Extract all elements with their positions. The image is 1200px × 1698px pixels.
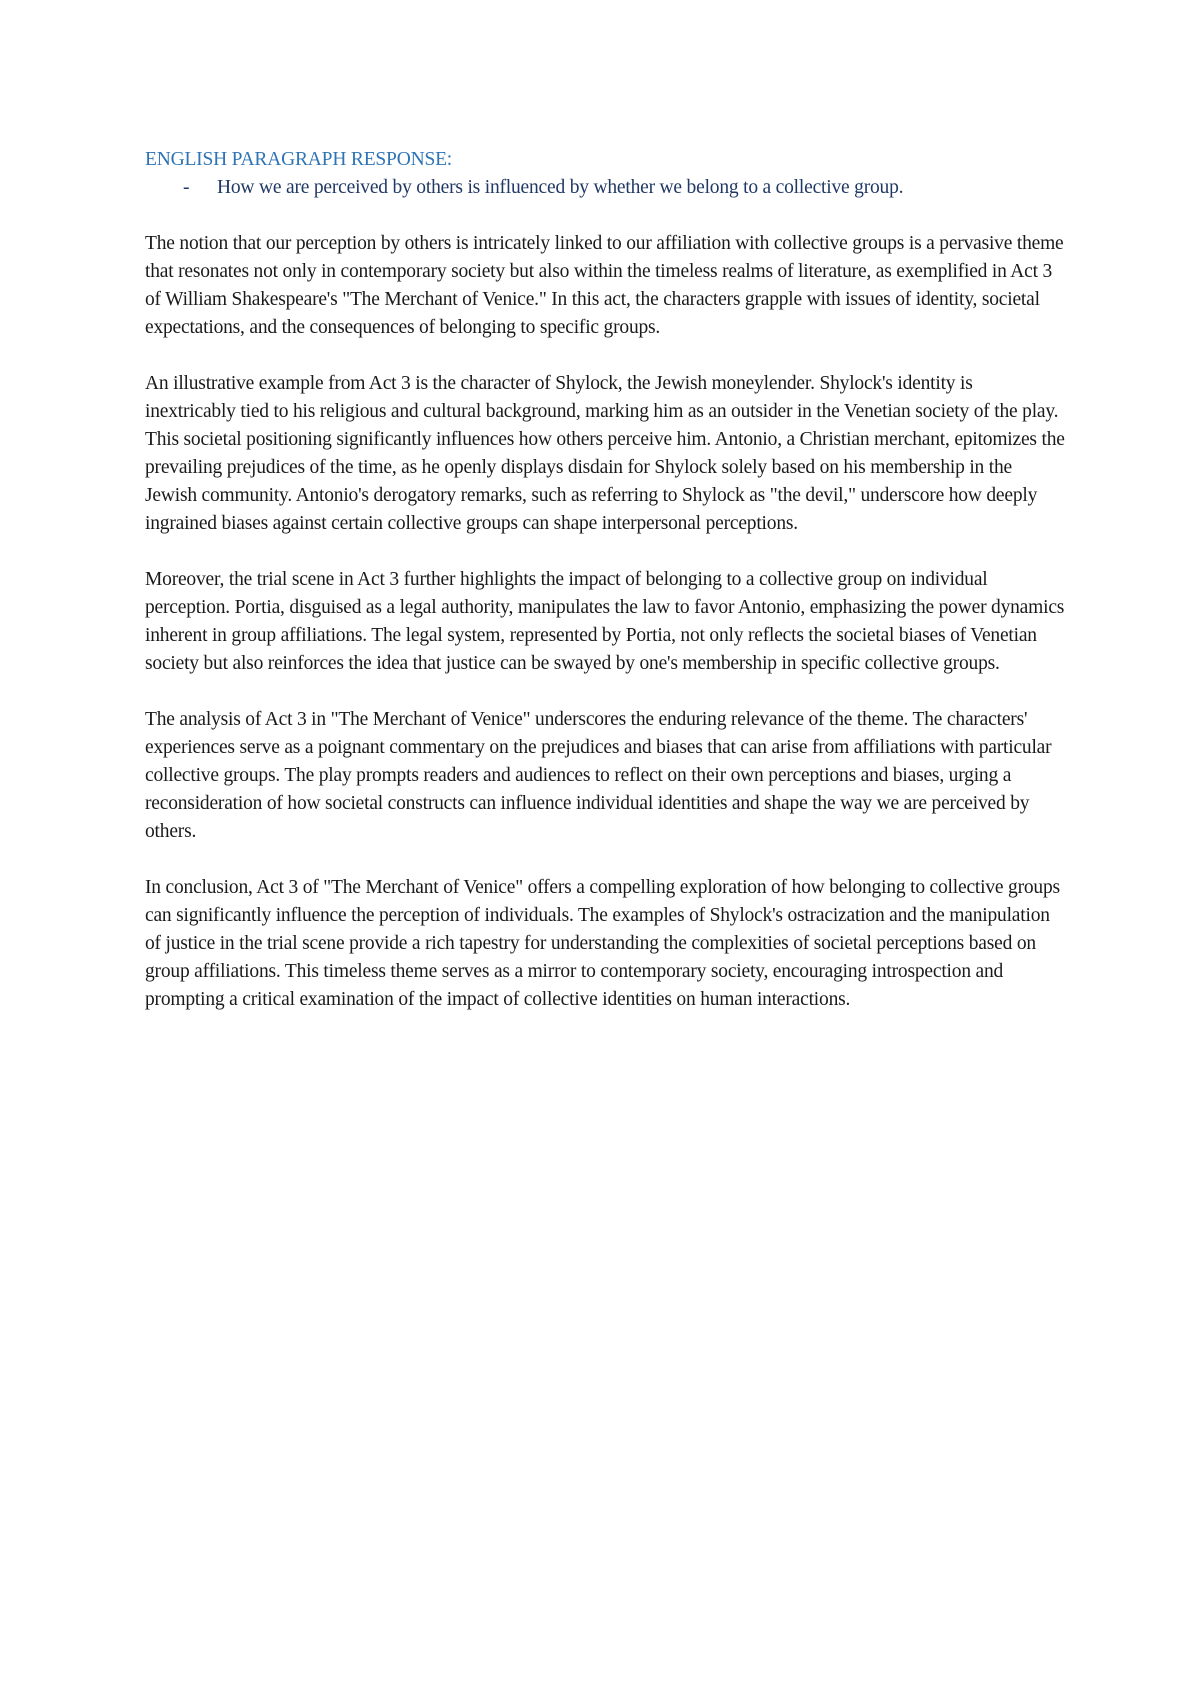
paragraph-conclusion: In conclusion, Act 3 of "The Merchant of Venice" offers a compelling exploration of how belonging to collective groups can significantly influence the perception of individuals. The examples of Shylock's ostracization and the manipulation of justice in the trial scene provide a rich tapestry for understanding the complexities of societal perceptions based on group affiliations. This timeless theme serves as a mirror to contemporary society, encouraging introspection and prompting a critical examination of the impact of collective identities on human interactions. xyxy=(145,877,1060,1010)
paragraph-introduction: The notion that our perception by others is intricately linked to our affiliation with collective groups is a pervasive theme that resonates not only in contemporary society but also within the timeless realms of literature, as exemplified in Act 3 of William Shakespeare's "The Merchant of Venice." In this act, the characters grapple with issues of identity, societal expectations, and the consequences of belonging to specific groups. xyxy=(145,233,1064,338)
paragraph-trial-scene: Moreover, the trial scene in Act 3 further highlights the impact of belonging to a collective group on individual perception. Portia, disguised as a legal authority, manipulates the law to favor Antonio, emphasizing the power dynamics inherent in group affiliations. The legal system, represented by Portia, not only reflects the societal biases of Venetian society but also reinforces the idea that justice can be swayed by one's membership in specific collective groups. xyxy=(145,569,1065,674)
prompt-text: How we are perceived by others is influenced by whether we belong to a collective group. xyxy=(217,177,904,198)
prompt-item xyxy=(145,174,1065,202)
document-page xyxy=(145,146,1065,1014)
paragraph-shylock-example: An illustrative example from Act 3 is the character of Shylock, the Jewish moneylender. Shylock's identity is inextricably tied to his religious and cultural background, marking him as an outsider in the Venetian society of the play. This societal positioning significantly influences how others perceive him. Antonio, a Christian merchant, epitomizes the prevailing prejudices of the time, as he openly displays disdain for Shylock solely based on his membership in the Jewish community. Antonio's derogatory remarks, such as referring to Shylock as "the devil," underscore how deeply ingrained biases against certain collective groups can shape interpersonal perceptions. xyxy=(145,373,1065,534)
prompt-list xyxy=(145,174,1065,202)
bullet-dash-marker: - xyxy=(183,177,190,198)
paragraph-analysis: The analysis of Act 3 in "The Merchant of Venice" underscores the enduring relevance of the theme. The characters' experiences serve as a poignant commentary on the prejudices and biases that can arise from affiliations with particular collective groups. The play prompts readers and audiences to reflect on their own perceptions and biases, urging a reconsideration of how societal constructs can influence individual identities and shape the way we are perceived by others. xyxy=(145,709,1052,842)
document-heading: ENGLISH PARAGRAPH RESPONSE: xyxy=(145,149,453,170)
